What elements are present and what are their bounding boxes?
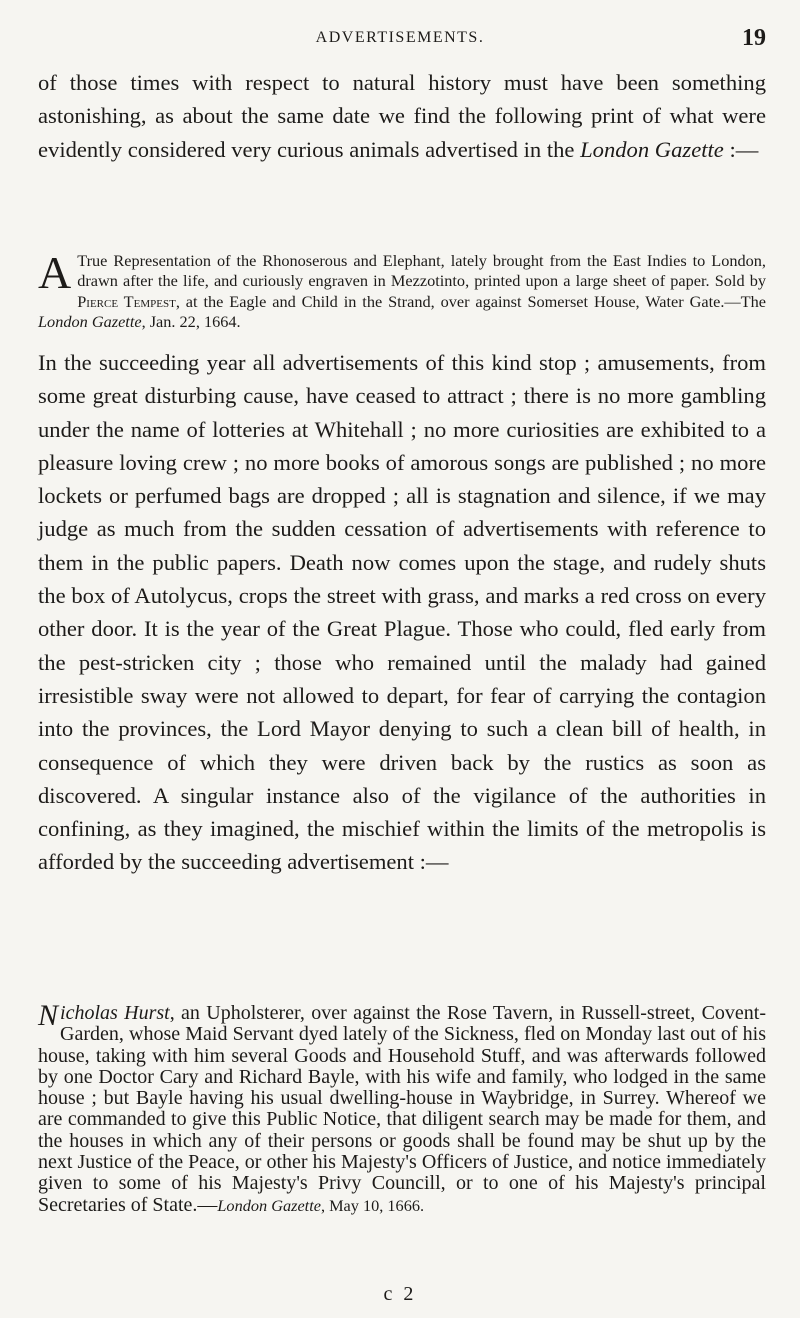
intro-source: London Gazette — [580, 136, 724, 162]
page-number: 19 — [742, 25, 766, 51]
advert2-date: , May 10, 1666. — [320, 1195, 425, 1215]
advert2-text: , an Upholsterer, over against the Rose Tavern, in Russell-street, Covent-Garden, whose Maid Servant dyed lately of the Sickness, fled on Monday last out of his house, taking with him several Goods and Household Stuff, and was afterwards followed by one Doctor Cary and Richard Bayle, with his wife and family, who lodged in the same house ; but Bayle having his usual dwelling-house in Waybridge, in Surrey. Whereof we are commanded to give this Public Notice, that diligent search may be made for them, and the houses in which any of their persons or goods shall be found may be shut up by the next Justice of the Peace, or other his Majesty's Officers of Justice, and notice immediately given to some of his Majesty's Privy Councill, or to one of his Majesty's principal Secretaries of State.— — [38, 1002, 766, 1216]
running-title: ADVERTISEMENTS. — [315, 29, 485, 46]
advert1-text: True Representation of the Rhonoserous and Elephant, lately brought from the East Indies to London, drawn after the life, and curiously engraven in Mezzotinto, printed upon a large sheet of paper. Sold by — [77, 251, 766, 291]
page-header — [0, 25, 800, 55]
advert1-dropcap: A — [38, 247, 72, 298]
advert1-date: , Jan. 22, 1664. — [141, 311, 241, 331]
advert1-seller: Pierce Tempest — [77, 291, 176, 311]
advert2-name: icholas Hurst — [60, 1002, 170, 1024]
intro-text: of those times with respect to natural history must have been something astonishing, as about the same date we find the following print of what were evidently considered very curious animals advertised in the — [38, 70, 766, 162]
advert1-text-after-seller: , at the Eagle and Child in the Strand, over against Somerset House, Water Gate.—The — [175, 291, 766, 311]
advertisement-upholsterer — [38, 999, 766, 1216]
advertisement-rhinoceros — [38, 247, 766, 332]
plague-paragraph — [38, 346, 766, 879]
plague-text: In the succeeding year all advertisements of this kind stop ; amusements, from some great disturbing cause, have ceased to attract ; there is no more gambling under the name of lotteries at Whitehall ; no more curiosities are exhibited to a pleasure loving crew ; no more books of amorous songs are published ; no more lockets or perfumed bags are dropped ; all is stagnation and silence, if we may judge as much from the sudden cessation of advertisements with reference to them in the public papers. Death now comes upon the stage, and rudely shuts the box of Autolycus, crops the street with grass, and marks a red cross on every other door. It is the year of the Great Plague. Those who could, fled early from the pest-stricken city ; those who remained until the malady had gained irresistible sway were not allowed to depart, for fear of carrying the contagion into the provinces, the Lord Mayor denying to such a clean bill of health, in consequence of which they were driven back by the rustics as soon as discovered. A singular instance also of the vigilance of the authorities in confining, as they imagined, the mischief within the limits of the metropolis is afforded by the succeeding advertisement :— — [38, 350, 766, 875]
advert2-dropcap: N — [38, 999, 59, 1032]
intro-paragraph — [38, 66, 766, 166]
advert1-source: London Gazette — [38, 311, 142, 331]
advert2-source: London Gazette — [217, 1195, 321, 1215]
intro-end: :— — [723, 136, 759, 162]
signature-mark: c 2 — [383, 1283, 417, 1305]
